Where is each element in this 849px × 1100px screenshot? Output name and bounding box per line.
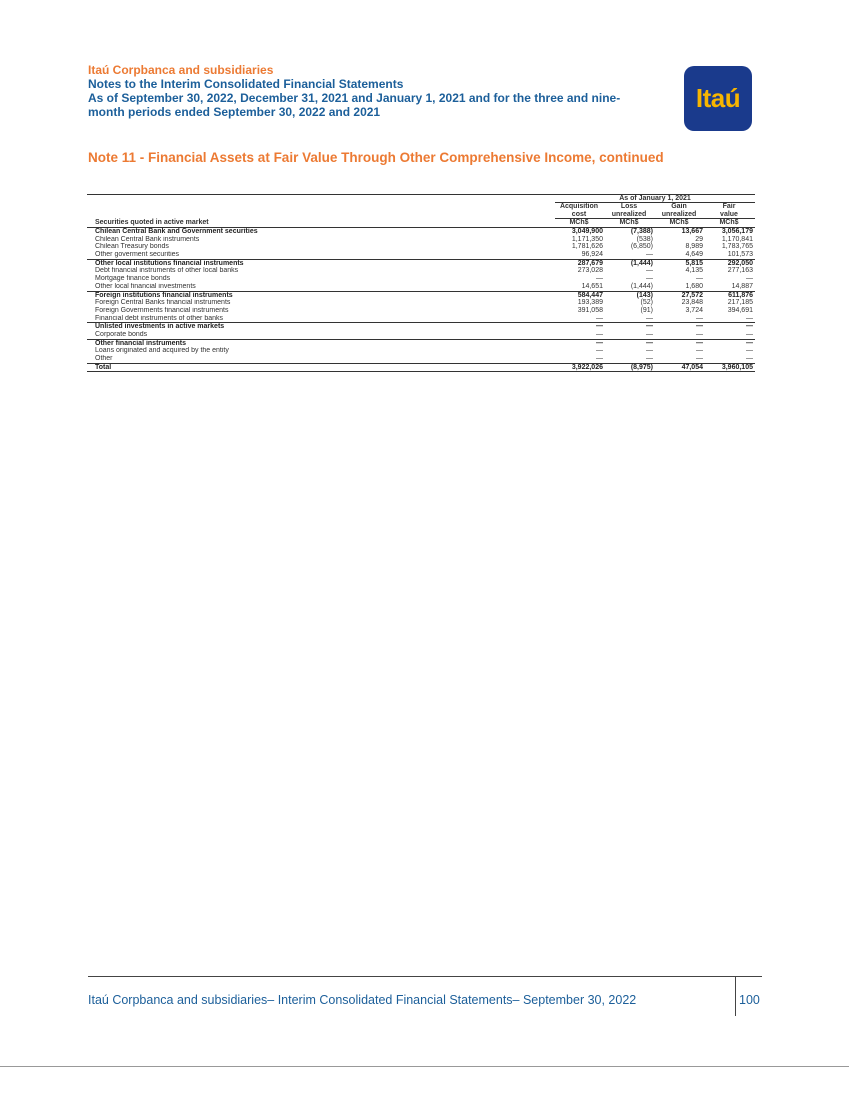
row-label: Debt financial instruments of other local banks bbox=[95, 267, 239, 275]
table-row bbox=[87, 267, 755, 275]
row-label: Other financial instruments bbox=[95, 339, 187, 347]
table-row bbox=[87, 283, 755, 291]
footer-divider bbox=[735, 976, 736, 1016]
row-value: — bbox=[596, 347, 603, 355]
table-row bbox=[87, 363, 755, 372]
financial-table bbox=[87, 194, 755, 372]
table-row bbox=[87, 331, 755, 339]
row-value: 1,781,626 bbox=[571, 243, 603, 251]
row-value: — bbox=[596, 275, 603, 283]
row-value: — bbox=[596, 314, 603, 322]
row-value: — bbox=[646, 275, 653, 283]
table-row bbox=[87, 275, 755, 283]
row-label: Other goverment securities bbox=[95, 251, 180, 259]
row-value: — bbox=[746, 330, 753, 338]
row-value: (8,975) bbox=[630, 363, 653, 371]
table-row bbox=[87, 299, 755, 307]
row-value: 3,056,179 bbox=[721, 228, 753, 235]
col-header: unrealized bbox=[605, 211, 655, 219]
row-label: Chilean Central Bank and Government securities bbox=[95, 228, 258, 235]
section-label: Securities quoted in active market bbox=[95, 219, 209, 226]
col-header: unrealized bbox=[655, 211, 705, 219]
row-value: — bbox=[696, 355, 703, 362]
company-name: Itaú Corpbanca and subsidiaries bbox=[88, 63, 274, 77]
document-period: As of September 30, 2022, December 31, 2021 and January 1, 2021 and for the three and nine-month periods ended September 30, 2022 and 2021 bbox=[88, 91, 621, 119]
footer-text: Itaú Corpbanca and subsidiaries– Interim Consolidated Financial Statements– September 30, 2022 bbox=[88, 993, 637, 1007]
table-row bbox=[87, 259, 755, 268]
row-value: 391,058 bbox=[577, 306, 603, 314]
row-value: 23,848 bbox=[681, 299, 703, 307]
col-header: Loss bbox=[620, 203, 638, 210]
row-value: 611,876 bbox=[728, 291, 753, 299]
row-value: — bbox=[646, 355, 653, 362]
row-value: — bbox=[596, 339, 603, 347]
row-label: Other local institutions financial instruments bbox=[95, 259, 244, 267]
row-value: 5,815 bbox=[685, 259, 703, 267]
row-value: 1,783,765 bbox=[721, 243, 753, 251]
row-label: Chilean Central Bank instruments bbox=[95, 235, 200, 243]
column-headers-line-1 bbox=[87, 203, 755, 211]
row-value: 217,185 bbox=[727, 299, 753, 307]
row-value: 287,679 bbox=[577, 259, 603, 267]
row-value: 13,667 bbox=[681, 228, 703, 235]
table-row bbox=[87, 355, 755, 363]
row-value: 29 bbox=[695, 235, 703, 243]
row-value: (91) bbox=[640, 306, 653, 314]
table-as-of-header bbox=[87, 195, 755, 203]
row-value: 1,171,350 bbox=[571, 235, 603, 243]
table-row bbox=[87, 243, 755, 251]
row-value: 4,135 bbox=[685, 267, 703, 275]
row-value: — bbox=[646, 347, 653, 355]
row-value: (7,388) bbox=[630, 228, 653, 235]
row-value: — bbox=[646, 323, 653, 331]
as-of-label: As of January 1, 2021 bbox=[555, 195, 755, 203]
row-value: 3,960,105 bbox=[721, 363, 753, 371]
row-value: 96,924 bbox=[581, 251, 603, 259]
row-value: — bbox=[746, 314, 753, 322]
itau-logo bbox=[684, 66, 752, 131]
row-value: — bbox=[746, 355, 753, 362]
row-value: 1,170,841 bbox=[721, 235, 753, 243]
row-label: Unlisted investments in active markets bbox=[95, 323, 225, 331]
table-row bbox=[87, 251, 755, 259]
row-value: (1,444) bbox=[630, 282, 653, 290]
column-headers-line-2 bbox=[87, 211, 755, 219]
col-header: Fair bbox=[722, 203, 736, 210]
row-value: — bbox=[646, 314, 653, 322]
col-header: cost bbox=[555, 211, 605, 219]
row-value: (52) bbox=[640, 299, 653, 307]
document-title: Notes to the Interim Consolidated Financial Statements bbox=[88, 77, 404, 91]
row-label: Foreign Central Banks financial instruments bbox=[95, 299, 231, 307]
row-value: 3,922,026 bbox=[571, 363, 603, 371]
row-value: — bbox=[646, 267, 653, 275]
row-label: Mortgage finance bonds bbox=[95, 275, 171, 283]
unit-label: MCh$ bbox=[669, 219, 689, 226]
row-value: — bbox=[746, 275, 753, 283]
table-row bbox=[87, 307, 755, 315]
row-value: — bbox=[746, 323, 753, 331]
row-value: 3,049,900 bbox=[571, 228, 603, 235]
table-row bbox=[87, 236, 755, 244]
row-value: — bbox=[696, 314, 703, 322]
row-value: — bbox=[696, 347, 703, 355]
table-row bbox=[87, 347, 755, 355]
page-number: 100 bbox=[739, 993, 760, 1007]
table-row bbox=[87, 291, 755, 300]
row-value: — bbox=[596, 330, 603, 338]
row-value: — bbox=[696, 323, 703, 331]
row-value: 3,724 bbox=[685, 306, 703, 314]
units-row bbox=[87, 219, 755, 227]
logo-text: Itaú bbox=[695, 83, 741, 113]
row-value: — bbox=[746, 339, 753, 347]
row-value: (143) bbox=[636, 291, 653, 299]
row-value: — bbox=[596, 323, 603, 331]
row-value: 14,887 bbox=[731, 282, 753, 290]
row-value: 394,691 bbox=[727, 306, 753, 314]
row-value: 27,572 bbox=[681, 291, 703, 299]
row-label: Foreign Governments financial instruments bbox=[95, 306, 229, 314]
row-label: Other local financial investments bbox=[95, 282, 196, 290]
table-row bbox=[87, 315, 755, 323]
row-value: 8,989 bbox=[685, 243, 703, 251]
unit-label: MCh$ bbox=[719, 219, 739, 226]
row-value: 1,680 bbox=[685, 282, 703, 290]
col-header: value bbox=[705, 211, 755, 219]
row-value: 101,573 bbox=[727, 251, 753, 259]
row-value: — bbox=[646, 330, 653, 338]
row-label: Financial debt instruments of other banks bbox=[95, 314, 224, 322]
page-bottom-rule bbox=[0, 1066, 849, 1067]
row-label: Other bbox=[95, 355, 113, 362]
row-value: 47,054 bbox=[681, 363, 703, 371]
row-value: 584,447 bbox=[577, 291, 603, 299]
col-header: Gain bbox=[671, 203, 687, 210]
row-label: Total bbox=[95, 363, 112, 371]
unit-label: MCh$ bbox=[619, 219, 639, 226]
row-label: Corporate bonds bbox=[95, 330, 148, 338]
document-header bbox=[88, 63, 648, 119]
row-value: 4,649 bbox=[685, 251, 703, 259]
row-value: — bbox=[646, 339, 653, 347]
row-value: — bbox=[696, 275, 703, 283]
row-value: — bbox=[746, 347, 753, 355]
row-value: — bbox=[696, 330, 703, 338]
row-value: 277,163 bbox=[727, 267, 753, 275]
row-label: Loans originated and acquired by the entity bbox=[95, 347, 229, 355]
note-title: Note 11 - Financial Assets at Fair Value Through Other Comprehensive Income, continued bbox=[88, 150, 664, 165]
footer-rule bbox=[88, 976, 762, 977]
row-value: 193,389 bbox=[577, 299, 603, 307]
row-label: Chilean Treasury bonds bbox=[95, 243, 169, 251]
row-value: (538) bbox=[636, 235, 653, 243]
row-value: 14,651 bbox=[581, 282, 603, 290]
row-label: Foreign institutions financial instruments bbox=[95, 291, 233, 299]
row-value: (6,850) bbox=[630, 243, 653, 251]
table-row bbox=[87, 227, 755, 236]
col-header: Acquisition bbox=[559, 203, 599, 210]
table-row bbox=[87, 339, 755, 348]
row-value: 292,050 bbox=[727, 259, 753, 267]
table-row bbox=[87, 322, 755, 331]
row-value: — bbox=[596, 355, 603, 362]
row-value: — bbox=[696, 339, 703, 347]
row-value: (1,444) bbox=[630, 259, 653, 267]
table-body bbox=[87, 227, 755, 371]
row-value: — bbox=[646, 251, 653, 259]
unit-label: MCh$ bbox=[569, 219, 589, 226]
row-value: 273,028 bbox=[577, 267, 603, 275]
